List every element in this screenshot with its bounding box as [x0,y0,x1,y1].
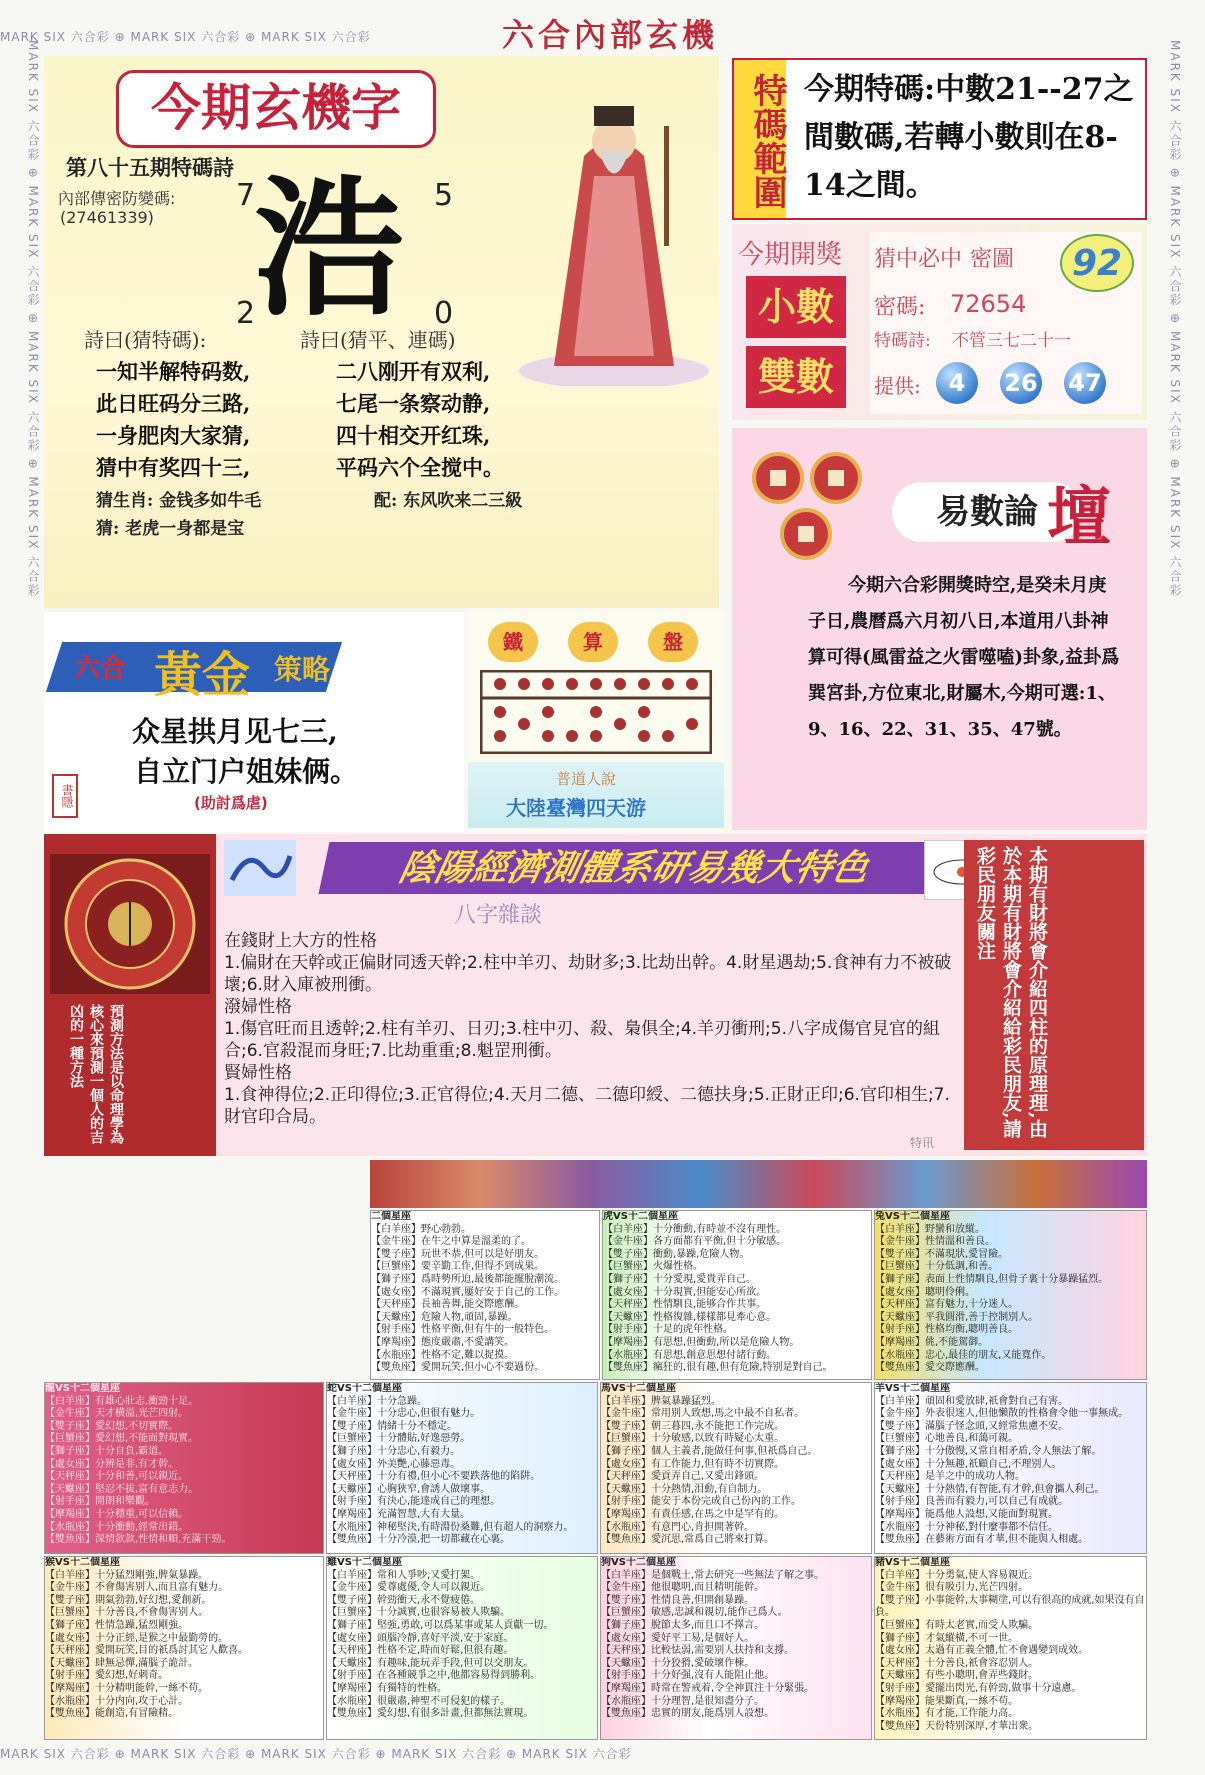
guess-title-2: 密圖 [970,247,1015,272]
zodiac-line: 【天秤座】性格不定,時而好鬆,但很有趣。 [327,1645,514,1657]
zodiac-line: 【天蠍座】平我圓滑,善于控制別人。 [875,1311,1039,1323]
zodiac-line: 【獅子座】才氣縱橫,不可一世。 [875,1632,1019,1644]
zodiac-line: 【處女座】外美艷,心藤惡毒。 [327,1458,461,1470]
zodiac-line: 【獅子座】脫節太多,而且口不擇言。 [601,1619,765,1631]
zodiac-line: 【獅子座】十分傲慢,又常自相矛盾,令人無法了解。 [875,1445,1102,1457]
yinyang-side-text: 本期有財將會介紹四柱的原理理,由於本期有財將會介紹給彩民朋友,請彩民朋友關注 [974,846,1048,1138]
deity-figure-icon [514,86,714,386]
zodiac-line: 【獅子座】爲時勢所迫,最後都能擺脫潮流。 [371,1273,565,1285]
zodiac-line: 【水瓶座】有意門心,肯担開著幹。 [601,1521,755,1533]
number-ball: 47 [1064,362,1106,404]
zodiac-title: 羊VS十二個星座 [875,1383,950,1394]
zodiac-line: 【雙魚座】愛開玩笑,但小心不要過份。 [371,1362,545,1374]
zodiac-line: 【天蠍座】有趣味,能玩弄手段,但可以交朋友。 [327,1657,534,1669]
number-ball: 26 [1000,362,1042,404]
passcode-label: 內部傳密防變碼: [58,189,176,208]
zodiac-box [602,1210,872,1380]
zodiac-line: 【雙子座】期氣勃勃,好幻想,愛創新。 [45,1594,212,1606]
zodiac-line: 【白羊座】十分急躁。 [327,1395,427,1407]
zodiac-line: 【獅子座】堅強,勇敢,可以爲某事或某人貢獻一切。 [327,1619,554,1631]
zodiac-line: 【巨蟹座】愛幻想,不能面對現實。 [45,1433,199,1445]
guess-title: 猜中必中 [874,247,963,272]
abacus-sub-label: 普道人說 [556,770,617,788]
zodiac-title: 兔VS十二個星座 [875,1211,950,1222]
zodiac-line: 【處女座】十分正經,是猴之中最勤勞的。 [45,1632,229,1644]
abacus-sub-box [468,762,724,828]
coin-icon [780,508,832,560]
zodiac-line: 【白羊座】頑固和愛放肆,祇會對自己有害。 [875,1395,1069,1407]
zodiac-line: 【摩羯座】充滿智慧,大有大量。 [327,1508,471,1520]
number-top-left: 7 [236,178,256,213]
coin-icon [752,452,804,504]
gold-label-c: 策略 [274,653,331,686]
zodiac-line: 【獅子座】個人主義者,能做任何事,但祇爲自己。 [601,1445,818,1457]
zodiac-title: 二個星座 [371,1211,411,1222]
poem-line: 猜中有奖四十三, [96,455,251,480]
zodiac-line: 【天秤座】富有魅力,十分迷人。 [875,1299,1019,1311]
poem-right [336,356,504,484]
gold-strategy-panel [44,612,464,832]
gold-line-1: 众星拱月见七三, [132,715,338,748]
zodiac-box [600,1556,872,1740]
section-text: 1.偏財在天幹或正偏財同透天幹;2.柱中羊刃、劫財多;3.比劫出幹。4.財星遇劫;5.食神有力不被破壞;6.財入庫被刑衝。 [224,953,952,995]
zodiac-line: 【射手座】愛擺出閃光,有幹勁,做事十分遠慮。 [875,1682,1082,1694]
yinyang-sub: 八字雜談 [454,903,543,928]
zodiac-line: 【金牛座】各方面都有平衡,但十分敏感。 [603,1236,787,1248]
zodiac-line: 【射手座】在各種競爭之中,他都容易得到勝利。 [327,1670,541,1682]
puzzle-banner: 今期玄機字 [116,70,436,148]
zodiac-line: 【雙魚座】天份特别深厚,才華出衆。 [875,1720,1039,1732]
zodiac-line: 【雙魚座】愛沉思,常爲自己將來打算。 [601,1534,775,1546]
guess-box [870,232,1142,414]
compass-icon [50,854,210,994]
number-bottom-left: 2 [236,296,256,331]
zodiac-line: 【處女座】不滿現實,屢好安于自己的工作。 [371,1286,565,1298]
gold-label-b: 黃金 [154,647,251,703]
zodiac-line: 【處女座】十分無趣,祇顧自己,不理别人。 [875,1458,1062,1470]
abacus-sub-text: 大陸臺灣四天游 [506,796,646,820]
zodiac-line: 【摩羯座】有思想,但衝動,所以是危險人物。 [603,1336,800,1348]
zodiac-line: 【金牛座】性情溫和善良。 [875,1236,995,1248]
zodiac-line: 【獅子座】十分愛現,愛貴弄自己。 [603,1273,757,1285]
number-top-right: 5 [434,178,454,213]
zodiac-line: 【雙子座】幹勁衝天,永不覺疲倦。 [327,1594,481,1606]
zodiac-line: 【雙子座】滿腦子怪念頭,又經常焦慮不安。 [875,1420,1069,1432]
watermark-top: MARK SIX 六合彩 ⊕ MARK SIX 六合彩 ⊕ MARK SIX 六合彩 [0,30,371,44]
zodiac-line: 【射手座】愛幻想,好刺奇。 [45,1670,169,1682]
zodiac-line: 【金牛座】很有吸引力,光芒四射。 [875,1582,1029,1594]
zodiac-line: 【水瓶座】有才能,工作能力高。 [875,1708,1019,1720]
yinyang-side-panel [964,840,1144,1150]
zodiac-title: 豬VS十二個星座 [875,1557,950,1568]
zodiac-line: 【金牛座】外表很迷人,但他懶散的性格會令他一事無成。 [875,1408,1129,1420]
small-number-tag: 小數 [746,276,846,338]
zodiac-line: 【射手座】開朗和樂觀。 [45,1496,155,1508]
zodiac-line: 【摩羯座】時常在警戒着,令全神貫注十分緊張。 [601,1682,815,1694]
zodiac-line: 【射手座】性格均衡,聰明善良。 [875,1324,1019,1336]
zodiac-line: 【水瓶座】有思想,創意思想付諸行動。 [603,1349,777,1361]
abacus-panel [468,612,724,832]
zodiac-line: 【金牛座】愛尊處優,令人可以親近。 [327,1582,491,1594]
seal-stamp: 書隱 [52,774,78,818]
zodiac-line: 【射手座】良善而有毅力,可以自己有成就。 [875,1496,1069,1508]
zodiac-line: 【處女座】十分現實,但能安心所欲。 [603,1286,767,1298]
watermark-right: MARK SIX 六合彩 ⊕ MARK SIX 六合彩 ⊕ MARK SIX 六合彩 ⊕ MARK SIX 六合彩 [1168,40,1182,599]
yinyang-banner: 陰陽經濟測體系研易幾大特色 [318,842,949,894]
zodiac-title: 馬VS十二個星座 [601,1383,676,1394]
zodiac-line: 【雙子座】衝動,暴躁,危險人物。 [603,1248,750,1260]
zodiac-line: 【雙魚座】深情款款,性情和順,充滿干勁。 [45,1534,232,1546]
zodiac-line: 【天蠍座】堅忍不拔,富有意志力。 [45,1483,199,1495]
zodiac-line: 【天秤座】十分和善,可以親近。 [45,1471,189,1483]
zodiac-line: 【天蠍座】十分熱情,有智能,有才幹,但會攜人利己。 [875,1483,1105,1495]
draw-label: 今期開獎 [738,240,843,270]
zodiac-box [326,1556,598,1740]
zodiac-line: 【獅子座】十分自負,霸道。 [45,1445,169,1457]
zodiac-title: 蛇VS十二個星座 [327,1383,402,1394]
zodiac-line: 【天秤座】比較怯弱,需要别人扶持和支撐。 [601,1645,795,1657]
zodiac-title: 龍VS十二個星座 [45,1383,120,1394]
zodiac-title: 狗VS十二個星座 [601,1557,676,1568]
zodiac-box [326,1382,598,1554]
zodiac-line: 【天蠍座】有些小聰明,會弄些錢財。 [875,1670,1039,1682]
abacus-char: 盤 [648,622,698,662]
gold-line-2: 自立门户姐妹俩。 [134,755,359,788]
zodiac-line: 【巨蟹座】有時太老實,而受人欺騙。 [875,1619,1039,1631]
puzzle-panel [44,56,719,608]
zodiac-line: 【雙子座】小事能幹,大事糊塗,可以有很高的成就,如果沒有自負。 [875,1594,1145,1619]
zodiac-line: 【天秤座】是羊之中的成功人物。 [875,1471,1025,1483]
provide-label: 提供: [874,374,921,398]
zodiac-title: 虎VS十二個星座 [603,1211,678,1222]
zodiac-line: 【白羊座】常和人爭吵,又愛打架。 [327,1569,481,1581]
passcode: (27461339) [60,208,154,227]
section-text: 1.食神得位;2.正印得位;3.正官得位;4.天月二德、二德印綬、二德扶身;5.正財正印;6.官印相生;7.財官印合局。 [224,1085,950,1127]
zodiac-box [874,1556,1147,1740]
poem-line: 二八刚开有双利, [336,359,491,384]
zodiac-line: 【摩羯座】有獨特的性格。 [327,1682,447,1694]
zodiac-line: 【處女座】太過有正義全體,忙不會遇變到成效。 [875,1645,1089,1657]
zodiac-line: 【雙子座】玩世不恭,但可以是好朋友。 [371,1248,545,1260]
code-label: 密碼: [874,295,926,320]
zodiac-line: 【水瓶座】忠心,最佳的朋友,又能寬作。 [875,1349,1052,1361]
section-heading: 潑婦性格 [224,997,292,1017]
special-range-label: 特碼範圍 [734,60,786,218]
zodiac-line: 【天蠍座】肆無忌憚,滿腦子詭計。 [45,1657,199,1669]
zodiac-title: 雞VS十二個星座 [327,1557,402,1568]
zodiac-line: 【雙魚座】在藝術方面有才華,但不能與人相處。 [875,1534,1089,1546]
special-range-text: 今期特碼:中數21--27之間數碼,若轉小數則在8-14之間。 [804,72,1134,203]
zodiac-line: 【天秤座】十分善良,祇會容忍别人。 [875,1657,1039,1669]
zodiac-strip [370,1160,1147,1208]
poem-extra-zodiac: 猜生肖: 金钱多如牛毛 [96,491,262,511]
double-number-tag: 雙數 [746,346,846,408]
zodiac-line: 【白羊座】野蠻和放縱。 [875,1223,985,1235]
zodiac-line: 【水瓶座】很嚴肅,神聖不可侵犯的樣子。 [327,1695,511,1707]
zodiac-line: 【水瓶座】十分理智,是很知盡分子。 [601,1695,765,1707]
zodiac-line: 【獅子座】性情急躁,猛烈剛強。 [45,1619,189,1631]
zodiac-line: 【白羊座】十分猛烈剛強,脾氣暴躁。 [45,1569,209,1581]
zodiac-line: 【巨蟹座】要辛勤工作,但得不到成果。 [371,1261,545,1273]
zodiac-line: 【天秤座】十分有禮,但小心不要跌落他的陷阱。 [327,1471,541,1483]
zodiac-line: 【天蠍座】危險人物,頑固,暴躁。 [371,1311,518,1323]
section-text: 1.傷官旺而且透幹;2.柱有羊刃、日刃;3.柱中刃、殺、梟俱全;4.羊刃衝刑;5.八字成傷官見官的組合;6.官殺混而身旺;7.比劫重重;8.魁罡刑衝。 [224,1019,941,1061]
number-bottom-right: 0 [434,296,454,331]
poem-extra-guess: 猜: 老虎一身都是宝 [96,519,245,539]
zodiac-line: 【天秤座】性情馴良,能够合作共事。 [603,1299,767,1311]
zodiac-line: 【摩羯座】十分穩重,可以信賴。 [45,1508,189,1520]
code-value: 72654 [950,290,1027,318]
zodiac-line: 【天秤座】長袖善舞,能交際應酬。 [371,1299,525,1311]
poem-line: 此日旺码分三路, [96,391,251,416]
zodiac-line: 【雙子座】不滿現狀,愛冒險。 [875,1248,1009,1260]
zodiac-line: 【摩羯座】十分精明能幹,一絲不苟。 [45,1682,209,1694]
zodiac-line: 【巨蟹座】火爆性格。 [603,1261,703,1273]
zodiac-line: 【巨蟹座】十分善良,不會傷害别人。 [45,1607,209,1619]
zodiac-line: 【白羊座】脾氣暴躁猛烈。 [601,1395,721,1407]
yinyang-body [224,930,952,1128]
section-heading: 在錢財上大方的性格 [224,931,377,951]
masthead-title: 六合內部玄機 [501,16,718,54]
zodiac-box [600,1382,872,1554]
zodiac-line: 【金牛座】不會傷害别人,而且富有魅力。 [45,1582,229,1594]
zodiac-line: 【摩羯座】能果斷真,一絲不苟。 [875,1695,1019,1707]
altar-text: 今期六合彩開獎時空,是癸未月庚子日,農曆爲六月初八日,本道用八卦神算可得(風雷益之火雷噬嗑)卦象,益卦爲巽宮卦,方位東北,財屬木,今期可選:1、9、16、22、31、35、47號。 [808,575,1120,740]
zodiac-line: 【巨蟹座】十分誠實,也很容易被人欺騙。 [327,1607,511,1619]
compass-side-text: 預測方法是以命理學為核心來預測一個人的吉凶的一種方法 [68,1004,124,1144]
abacus-icon [480,670,712,754]
poem-left [96,356,250,484]
zodiac-line: 【射手座】十足的虎年性格。 [603,1324,733,1336]
zodiac-line: 【摩羯座】有責任感,在馬之中是罕有的。 [601,1508,785,1520]
zodiac-box [874,1210,1147,1380]
zodiac-line: 【天蠍座】十分熱情,泪動,有自制力。 [601,1483,768,1495]
altar-panel [732,428,1147,830]
zodiac-line: 【雙子座】愛幻想,不切實際。 [45,1420,179,1432]
zodiac-line: 【雙子座】性情良善,但開創暴躁。 [601,1594,755,1606]
zodiac-line: 【摩羯座】能爲他人設想,又能面對現實。 [875,1508,1059,1520]
watermark-bottom: MARK SIX 六合彩 ⊕ MARK SIX 六合彩 ⊕ MARK SIX 六合彩 ⊕ MARK SIX 六合彩 ⊕ MARK SIX 六合彩 [0,1747,632,1761]
altar-title-big: 壇 [1047,480,1111,555]
big-character: 浩 [254,161,405,337]
special-range-panel [732,58,1147,220]
zodiac-line: 【水瓶座】十分神秘,對什麼事都不信任。 [875,1521,1059,1533]
zodiac-line: 【處女座】分辨是非,有才幹。 [45,1458,179,1470]
zodiac-line: 【水瓶座】神秘堅決,有時淵份桑難,但有超人的洞察力。 [327,1521,574,1533]
zodiac-line: 【摩羯座】佻,不能駕御。 [875,1336,989,1348]
zodiac-box [44,1556,324,1740]
yinyang-panel [44,834,1147,1156]
zodiac-line: 【白羊座】十分衝動,有時並不沒有理性。 [603,1223,787,1235]
poem-label: 特碼詩: [874,331,931,351]
coin-icon [810,452,862,504]
poem-line: 七尾一条察动静, [336,391,491,416]
dragon-icon [224,840,296,896]
zodiac-line: 【雙魚座】忠實的朋友,能爲別人設想。 [601,1708,775,1720]
yinyang-credit: 特讯 [910,1136,935,1150]
zodiac-line: 【雙魚座】十分冷漠,把一切都藏在心裏。 [327,1534,511,1546]
poem-right-heading: 詩曰(猜平、連碼) [300,328,456,352]
zodiac-line: 【金牛座】十分忠心,但很有魅力。 [327,1408,481,1420]
gold-note: (助討爲虐) [194,794,268,812]
zodiac-box [874,1382,1147,1554]
draw-panel [732,224,1147,420]
poem-line: 四十相交开红珠, [336,423,491,448]
zodiac-line: 【雙魚座】能創造,有冒險精。 [45,1708,179,1720]
zodiac-line: 【雙子座】朝三暮四,永不能把工作完成。 [601,1420,785,1432]
zodiac-line: 【白羊座】是個戰士,常去研究一些無法了解之事。 [601,1569,825,1581]
abacus-char: 鐵 [488,622,538,662]
zodiac-line: 【雙魚座】瘋狂的,很有趣,但有危險,特别是對自己。 [603,1362,833,1374]
zodiac-line: 【金牛座】常用别人致想,馬之中最不自私者。 [601,1408,805,1420]
poem-line: 平码六个全搅中。 [336,455,504,480]
zodiac-line: 【射手座】性格平衡,但有牛的一般特色。 [371,1324,555,1336]
section-heading: 賢婦性格 [224,1063,292,1083]
zodiac-line: 【巨蟹座】心地善良,和藹可親。 [875,1433,1019,1445]
zodiac-line: 【處女座】頭腦冷靜,喜好平淡,安于家庭。 [327,1632,514,1644]
zodiac-line: 【天秤座】愛開玩笑,目的祇爲討其它人歡喜。 [45,1645,249,1657]
watermark-left: MARK SIX 六合彩 ⊕ MARK SIX 六合彩 ⊕ MARK SIX 六合彩 ⊕ MARK SIX 六合彩 [26,40,40,599]
poem-left-heading: 詩曰(猜特碼): [84,328,207,352]
zodiac-line: 【處女座】愛好平工易,是個好人。 [601,1632,755,1644]
zodiac-line: 【摩羯座】態度嚴肅,不愛講笑。 [371,1336,515,1348]
zodiac-line: 【巨蟹座】十分低調,和善。 [875,1261,999,1273]
zodiac-line: 【射手座】能安于本份完成自己份內的工作。 [601,1496,801,1508]
zodiac-line: 【水瓶座】十分内向,攻于心計。 [45,1695,189,1707]
zodiac-line: 【雙魚座】愛幻想,有很多計畫,但都無法實現。 [327,1708,534,1720]
zodiac-line: 【巨蟹座】十分體貼,好逸惡勞。 [327,1433,471,1445]
zodiac-line: 【水瓶座】性格不定,難以捉摸。 [371,1349,515,1361]
poem-extra-match: 配: 东风吹来二三級 [374,491,523,511]
zodiac-line: 【白羊座】野心勃勃。 [371,1223,471,1235]
zodiac-line: 【天蠍座】十分狡猾,愛破壞作棟。 [601,1657,755,1669]
zodiac-line: 【天蠍座】性格復雜,樣樣都見牽心意。 [603,1311,777,1323]
zodiac-line: 【處女座】聰明伶俐。 [875,1286,975,1298]
poem-line: 一知半解特码数, [96,359,251,384]
zodiac-line: 【雙魚座】愛交際應酬。 [875,1362,985,1374]
zodiac-line: 【巨蟹座】十分敏感,以致有時疑心太重。 [601,1433,785,1445]
zodiac-line: 【金牛座】他很聰明,而且精明能幹。 [601,1582,765,1594]
zodiac-line: 【處女座】有工作能力,但有時不切實際。 [601,1458,785,1470]
gold-label-a: 六合 [74,654,127,684]
zodiac-line: 【射手座】十分好强,沒有人能阻止他。 [601,1670,775,1682]
guess-badge: 92 [1060,234,1134,292]
zodiac-line: 【獅子座】表面上性情馴良,但骨子裏十分暴躁猛烈。 [875,1273,1109,1285]
zodiac-line: 【巨蟹座】敏感,忠誠和親切,能作己爲人。 [601,1607,788,1619]
zodiac-box [370,1210,600,1380]
poem-value: 不管三七二十一 [952,331,1071,351]
zodiac-line: 【射手座】有決心,能達成自己的理想。 [327,1496,501,1508]
zodiac-line: 【雙子座】情緒十分不穩定。 [327,1420,457,1432]
zodiac-line: 【天秤座】愛貢弄自己,又愛出鋒頭。 [601,1471,765,1483]
zodiac-line: 【水瓶座】十分衝動,經常出錯。 [45,1521,189,1533]
zodiac-line: 【白羊座】十分勇氣,使人容易親近。 [875,1569,1039,1581]
poem-line: 一身肥肉大家猜, [96,423,251,448]
zodiac-title: 猴VS十二個星座 [45,1557,120,1568]
altar-title: 易數論 [892,482,1082,542]
zodiac-box [44,1382,324,1554]
zodiac-line: 【獅子座】十分忠心,有毅力。 [327,1445,461,1457]
number-ball: 4 [936,362,978,404]
zodiac-line: 【白羊座】有雄心壯志,衝勁十足。 [45,1395,199,1407]
zodiac-line: 【天蠍座】心胸狹窄,會誘人做壞事。 [327,1483,491,1495]
compass-panel [44,834,216,1156]
issue-title: 第八十五期特碼詩 [66,155,234,180]
zodiac-line: 【金牛座】天才横溢,光芒四射。 [45,1408,189,1420]
abacus-char: 算 [568,622,618,662]
zodiac-line: 【金牛座】在牛之中算是溫柔的了。 [371,1236,531,1248]
